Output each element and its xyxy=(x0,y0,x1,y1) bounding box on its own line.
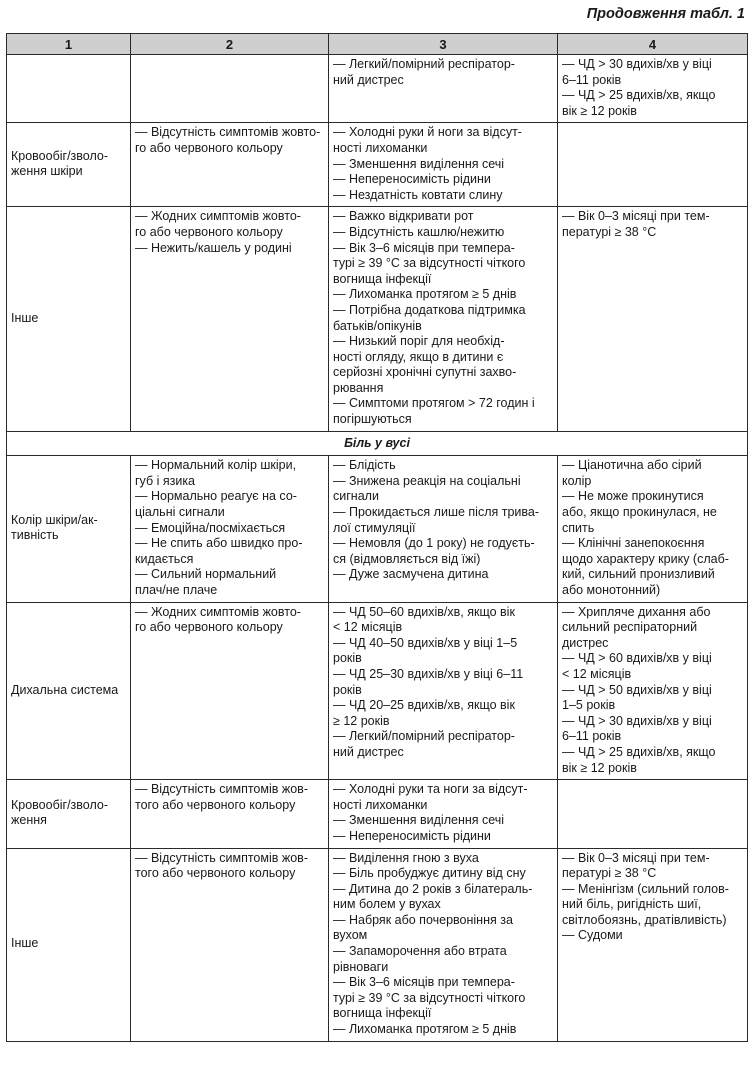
cell-line: батьків/опікунів xyxy=(333,318,422,333)
category-line: Інше xyxy=(11,310,39,325)
cell-line: ний дистрес xyxy=(333,744,404,759)
cell-line: ності лихоманки xyxy=(333,140,428,155)
cell-c2 xyxy=(131,780,329,848)
cell-line: — Лихоманка протягом ≥ 5 днів xyxy=(333,1022,517,1037)
cell-line: вік ≥ 12 років xyxy=(562,103,637,118)
row-category xyxy=(7,55,131,123)
cell-line: < 12 місяців xyxy=(333,620,403,635)
cell-line: < 12 місяців xyxy=(562,666,632,681)
cell-line: — Лихоманка протягом ≥ 5 днів xyxy=(333,287,517,302)
cell-line: — Відсутність кашлю/нежитю xyxy=(333,224,505,239)
cell-c2 xyxy=(131,207,329,431)
cell-line: лої стимуляції xyxy=(333,520,416,535)
cell-line: погіршуються xyxy=(333,412,412,427)
row-category xyxy=(7,848,131,1041)
section-row xyxy=(7,431,748,456)
cell-line: — Легкий/помірний респіратор- xyxy=(333,57,515,71)
cell-line: того або червоного кольору xyxy=(135,866,296,881)
cell-line: — Блідість xyxy=(333,458,396,473)
cell-line: 6–11 років xyxy=(562,729,622,744)
cell-c2 xyxy=(131,456,329,602)
cell-c4 xyxy=(558,780,748,848)
cell-line: — Біль пробуджує дитину від сну xyxy=(333,866,526,881)
cell-line: вогнища інфекції xyxy=(333,271,432,286)
cell-line: — Легкий/помірний респіратор- xyxy=(333,729,515,744)
cell-line: ся (відмовляється від їжі) xyxy=(333,551,481,566)
cell-line: — Нездатність ковтати слину xyxy=(333,187,503,202)
cell-c3 xyxy=(329,456,558,602)
cell-line: — ЧД > 30 вдихів/хв у віці xyxy=(562,57,712,71)
cell-line: — Не може прокинутися xyxy=(562,489,704,504)
cell-line: го або червоного кольору xyxy=(135,620,283,635)
cell-line: — Важко відкривати рот xyxy=(333,209,474,224)
cell-c2 xyxy=(131,123,329,207)
symptoms-table xyxy=(6,33,748,1042)
table-row xyxy=(7,207,748,431)
cell-line: того або червоного кольору xyxy=(135,797,296,812)
row-category xyxy=(7,780,131,848)
cell-line: — Потрібна додаткова підтримка xyxy=(333,302,526,317)
table-row xyxy=(7,55,748,123)
header-row xyxy=(7,34,748,55)
cell-line: го або червоного кольору xyxy=(135,140,283,155)
cell-line: — Відсутність симптомів жовто- xyxy=(135,125,321,140)
cell-line: ний дистрес xyxy=(333,72,404,87)
category-line: ження шкіри xyxy=(11,164,83,179)
cell-line: пературі ≥ 38 °С xyxy=(562,224,657,239)
cell-c4 xyxy=(558,456,748,602)
cell-line: сигнали xyxy=(333,489,379,504)
cell-c2 xyxy=(131,55,329,123)
cell-line: — Клінічні занепокоєння xyxy=(562,536,705,551)
category-line: Інше xyxy=(11,936,39,951)
table-row xyxy=(7,780,748,848)
cell-line: — ЧД 25–30 вдихів/хв у віці 6–11 xyxy=(333,666,524,681)
table-row xyxy=(7,602,748,780)
cell-line: або монотонний) xyxy=(562,583,661,597)
cell-c2 xyxy=(131,848,329,1041)
cell-line: — Холодні руки й ноги за відсут- xyxy=(333,125,522,140)
cell-line: — Вік 0–3 місяці при тем- xyxy=(562,209,710,224)
category-line: Кровообіг/зволо- xyxy=(11,148,109,163)
column-header-3: 3 xyxy=(329,34,558,55)
cell-c4 xyxy=(558,55,748,123)
cell-line: — Сильний нормальний xyxy=(135,567,277,582)
cell-line: — Нежить/кашель у родині xyxy=(135,240,292,255)
row-category xyxy=(7,456,131,602)
cell-line: ний біль, ригідність шиї, xyxy=(562,897,702,912)
cell-c3 xyxy=(329,123,558,207)
cell-line: щодо характеру крику (слаб- xyxy=(562,551,729,566)
cell-line: — Знижена реакція на соціальні xyxy=(333,473,521,488)
cell-line: — ЧД 50–60 вдихів/хв, якщо вік xyxy=(333,604,515,619)
cell-line: — Відсутність симптомів жов- xyxy=(135,850,308,865)
cell-line: турі ≥ 39 °С за відсутності чіткого xyxy=(333,990,526,1005)
row-category xyxy=(7,602,131,780)
cell-line: колір xyxy=(562,473,592,488)
cell-line: — Хрипляче дихання або xyxy=(562,604,711,619)
cell-line: кидається xyxy=(135,551,194,566)
cell-line: — ЧД 20–25 вдихів/хв, якщо вік xyxy=(333,698,515,713)
cell-line: — Непереносимість рідини xyxy=(333,172,491,187)
table-row xyxy=(7,848,748,1041)
cell-line: ціальні сигнали xyxy=(135,505,225,520)
cell-line: — Холодні руки та ноги за відсут- xyxy=(333,782,528,797)
cell-line: — Зменшення виділення сечі xyxy=(333,813,505,828)
column-header-1: 1 xyxy=(7,34,131,55)
cell-line: — Жодних симптомів жовто- xyxy=(135,209,301,224)
cell-line: — Набряк або почервоніння за xyxy=(333,912,513,927)
cell-line: серйозні хронічні супутні захво- xyxy=(333,365,517,380)
cell-line: — Жодних симптомів жовто- xyxy=(135,604,301,619)
cell-line: — Нормальний колір шкіри, xyxy=(135,458,297,473)
cell-line: — Не спить або швидко про- xyxy=(135,536,303,551)
category-line: Дихальна система xyxy=(11,682,119,697)
cell-line: ≥ 12 років xyxy=(333,713,390,728)
cell-line: — Непереносимість рідини xyxy=(333,828,491,843)
section-title: Біль у вусі xyxy=(7,431,748,456)
cell-line: — ЧД 40–50 вдихів/хв у віці 1–5 xyxy=(333,635,518,650)
cell-line: — Вік 3–6 місяців при темпера- xyxy=(333,240,515,255)
row-category xyxy=(7,123,131,207)
cell-c3 xyxy=(329,848,558,1041)
cell-line: ності лихоманки xyxy=(333,797,428,812)
cell-line: сильний респіраторний xyxy=(562,620,698,635)
cell-line: плач/не плаче xyxy=(135,583,218,597)
cell-line: вогнища інфекції xyxy=(333,1006,432,1021)
cell-line: світлобоязнь, дратівливість) xyxy=(562,912,727,927)
cell-c4 xyxy=(558,602,748,780)
table-row xyxy=(7,123,748,207)
cell-c4 xyxy=(558,207,748,431)
cell-line: вухом xyxy=(333,928,368,943)
cell-line: турі ≥ 39 °С за відсутності чіткого xyxy=(333,256,526,271)
cell-line: — Емоційна/посміхається xyxy=(135,520,286,535)
cell-line: — Менінгізм (сильний голов- xyxy=(562,881,729,896)
table-row xyxy=(7,456,748,602)
category-line: Кровообіг/зволо- xyxy=(11,797,109,812)
cell-line: — Судоми xyxy=(562,928,623,943)
cell-line: — Вік 3–6 місяців при темпера- xyxy=(333,975,515,990)
cell-line: років xyxy=(333,682,362,697)
cell-line: спить xyxy=(562,520,595,535)
cell-line: губ і язика xyxy=(135,473,196,488)
cell-line: — ЧД > 50 вдихів/хв у віці xyxy=(562,682,712,697)
cell-line: — Зменшення виділення сечі xyxy=(333,156,505,171)
cell-line: дистрес xyxy=(562,635,609,650)
cell-c3 xyxy=(329,602,558,780)
cell-line: — Ціанотична або сірий xyxy=(562,458,702,473)
cell-c4 xyxy=(558,123,748,207)
cell-c3 xyxy=(329,207,558,431)
column-header-4: 4 xyxy=(558,34,748,55)
cell-line: — Дитина до 2 років з білатераль- xyxy=(333,881,533,896)
cell-line: рювання xyxy=(333,380,384,395)
cell-line: — Низький поріг для необхід- xyxy=(333,334,505,349)
cell-line: — Виділення гною з вуха xyxy=(333,850,479,865)
cell-line: пературі ≥ 38 °С xyxy=(562,866,657,881)
cell-c4 xyxy=(558,848,748,1041)
cell-line: — ЧД > 25 вдихів/хв, якщо xyxy=(562,88,716,103)
category-line: тивність xyxy=(11,528,59,543)
cell-line: — Дуже засмучена дитина xyxy=(333,567,489,582)
cell-line: вік ≥ 12 років xyxy=(562,760,637,775)
cell-line: ним болем у вухах xyxy=(333,897,441,912)
cell-line: — Запаморочення або втрата xyxy=(333,944,507,959)
table-body xyxy=(7,55,748,1042)
column-header-2: 2 xyxy=(131,34,329,55)
row-category xyxy=(7,207,131,431)
cell-line: — Відсутність симптомів жов- xyxy=(135,782,308,797)
cell-c2 xyxy=(131,602,329,780)
cell-line: рівноваги xyxy=(333,959,389,974)
cell-line: — Симптоми протягом > 72 годин і xyxy=(333,396,535,411)
cell-line: — Прокидається лише після трива- xyxy=(333,505,539,520)
cell-line: — Немовля (до 1 року) не годуєть- xyxy=(333,536,535,551)
cell-line: — Нормально реагує на со- xyxy=(135,489,297,504)
cell-line: — ЧД > 25 вдихів/хв, якщо xyxy=(562,744,716,759)
cell-c3 xyxy=(329,780,558,848)
cell-line: років xyxy=(333,651,362,666)
category-line: Колір шкіри/ак- xyxy=(11,512,98,527)
cell-c3 xyxy=(329,55,558,123)
cell-line: 6–11 років xyxy=(562,72,622,87)
cell-line: 1–5 років xyxy=(562,698,616,713)
cell-line: го або червоного кольору xyxy=(135,224,283,239)
cell-line: або, якщо прокинулася, не xyxy=(562,505,717,520)
cell-line: кий, сильний пронизливий xyxy=(562,567,715,582)
category-line: ження xyxy=(11,813,47,828)
cell-line: ності огляду, якщо в дитини є xyxy=(333,349,504,364)
cell-line: — Вік 0–3 місяці при тем- xyxy=(562,850,710,865)
table-caption: Продовження табл. 1 xyxy=(586,6,745,22)
cell-line: — ЧД > 60 вдихів/хв у віці xyxy=(562,651,712,666)
cell-line: — ЧД > 30 вдихів/хв у віці xyxy=(562,713,712,728)
